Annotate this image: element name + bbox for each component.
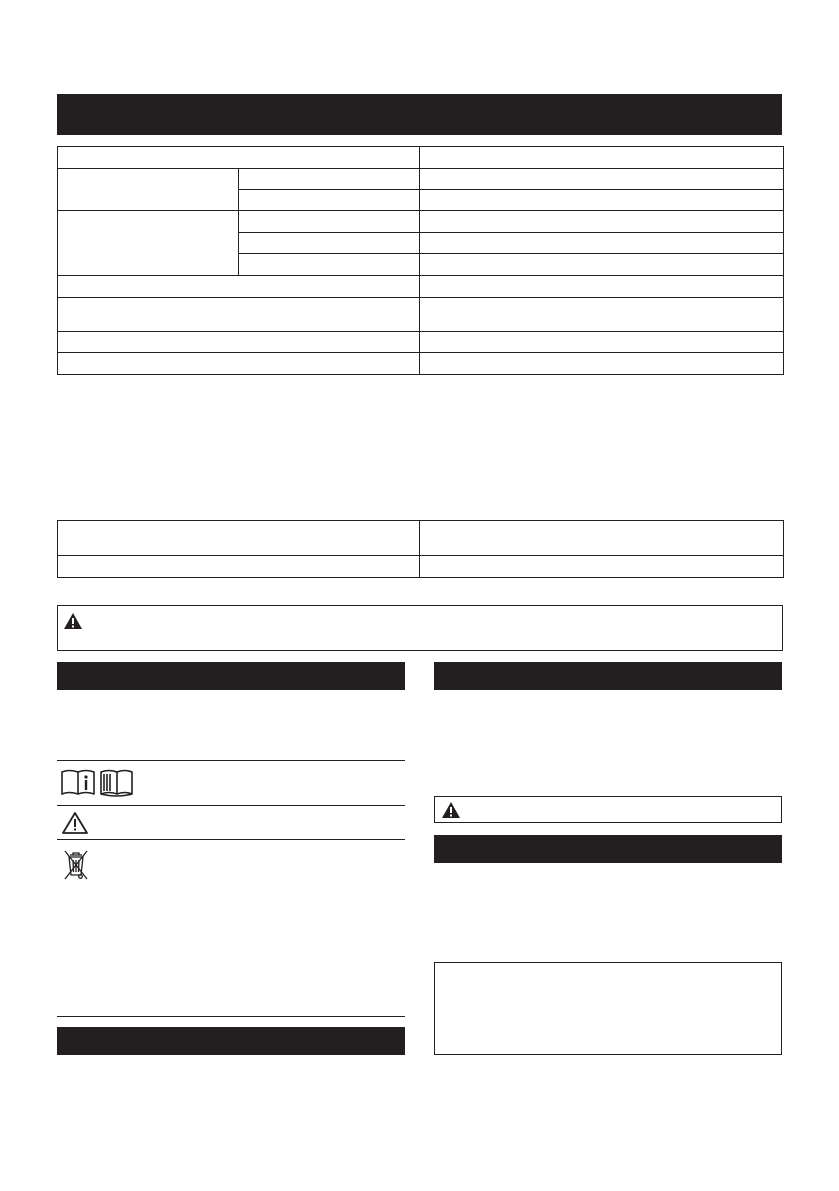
table-cell [420, 521, 784, 556]
table-cell [420, 254, 784, 276]
table-cell [58, 276, 420, 298]
warning-box [57, 605, 783, 651]
intended-use-header-bar [434, 662, 782, 690]
table-cell [58, 521, 420, 556]
table-cell [58, 332, 420, 353]
warning-triangle-icon [61, 811, 89, 835]
table-cell [420, 147, 784, 169]
table-cell [420, 556, 784, 578]
table-row [58, 332, 784, 353]
table-cell [420, 353, 784, 375]
table-cell [58, 298, 420, 332]
table-cell [58, 211, 239, 276]
table-cell [420, 169, 784, 190]
table-row [58, 521, 784, 556]
table-cell [420, 298, 784, 332]
divider [57, 1016, 405, 1017]
table-cell [58, 353, 420, 375]
table-row [58, 276, 784, 298]
note-box [434, 962, 782, 1055]
table-cell [239, 254, 420, 276]
left-bottom-header-bar [57, 1027, 405, 1055]
table-row [58, 353, 784, 375]
table-row [58, 556, 784, 578]
table-row [58, 298, 784, 332]
table-cell [239, 190, 420, 211]
crossed-out-wheeled-bin-icon [62, 846, 90, 882]
warning-box [434, 796, 782, 823]
table-cell [58, 556, 420, 578]
table-cell [420, 276, 784, 298]
table-row [58, 169, 784, 190]
table-row [58, 147, 784, 169]
symbols-header-bar [57, 662, 405, 690]
divider [57, 839, 405, 840]
main-header-bar [57, 94, 782, 135]
table-row [58, 211, 784, 233]
power-supply-header-bar [434, 835, 782, 863]
table-cell [420, 332, 784, 353]
table-cell [239, 211, 420, 233]
read-manual-icon [60, 768, 134, 798]
table-cell [239, 233, 420, 254]
secondary-table [57, 520, 784, 578]
table-cell [420, 190, 784, 211]
warning-triangle-icon [441, 801, 461, 819]
divider [57, 805, 405, 806]
table-cell [58, 169, 239, 211]
specifications-table [57, 146, 784, 375]
table-cell [420, 211, 784, 233]
table-cell [58, 147, 420, 169]
table-cell [239, 169, 420, 190]
table-cell [420, 233, 784, 254]
warning-triangle-icon [63, 612, 83, 630]
divider [57, 760, 405, 761]
